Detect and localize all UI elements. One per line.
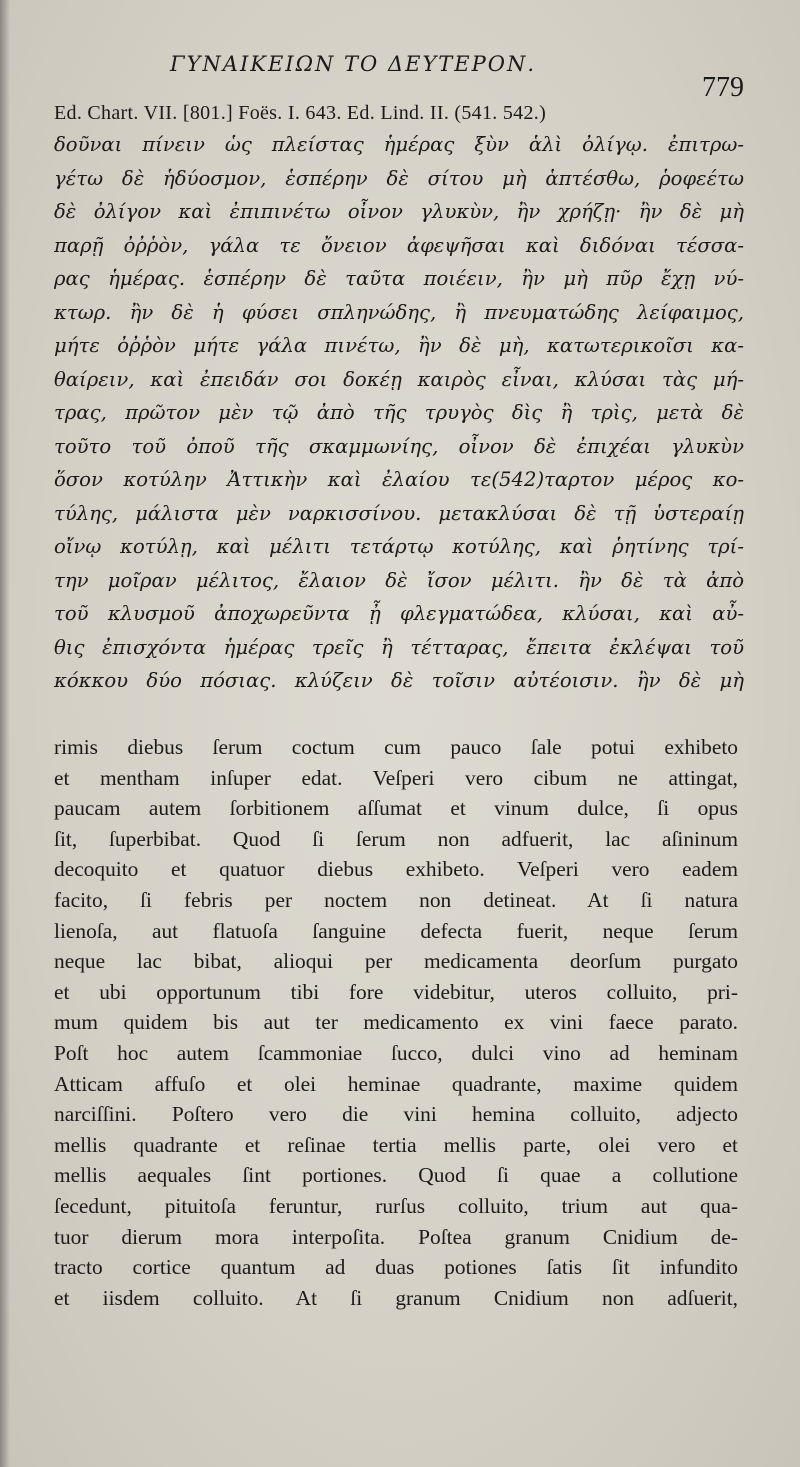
latin-line: narciſſini. Poſtero vero die vini hemina colluito, adjecto	[54, 1102, 738, 1127]
latin-line: Poſt hoc autem ſcammoniae ſucco, dulci vino ad heminam	[54, 1040, 738, 1065]
greek-line: ὅσον κοτύλην Ἀττικὴν καὶ ἐλαίου τε(542)ταρτον μέρος κο-	[54, 468, 744, 491]
latin-line: ſecedunt, pituitoſa feruntur, rurſus colluito, trium aut qua-	[54, 1193, 738, 1218]
greek-line: παρῇ ὀῤῥὸν, γάλα τε ὄνειον ἀφεψῆσαι καὶ διδόναι τέσσα-	[54, 233, 744, 257]
greek-line: κτωρ. ἢν δὲ ἡ φύσει σπληνώδης, ἢ πνευματώδης λείφαιμος,	[54, 300, 744, 324]
greek-line: δὲ ὀλίγον καὶ ἐπιπινέτω οἶνον γλυκὺν, ἢν χρήζῃ· ἢν δὲ μὴ	[54, 200, 744, 223]
greek-line: μήτε ὀῤῥὸν μήτε γάλα πινέτω, ἢν δὲ μὴ, κατωτερικοῖσι κα-	[54, 334, 744, 357]
latin-line: mellis aequales ſint portiones. Quod ſi quae a collutione	[54, 1163, 738, 1188]
page-number: 779	[702, 72, 744, 103]
latin-line: paucam autem ſorbitionem aſſumat et vinum dulce, ſi opus	[54, 796, 738, 821]
running-head: ΓΥΝΑΙΚΕΙΩΝ ΤΟ ΔΕΥΤΕΡΟΝ.	[170, 52, 537, 76]
latin-line: neque lac bibat, alioqui per medicamenta deorſum purgato	[54, 949, 738, 974]
greek-line: ρας ἡμέρας. ἑσπέρην δὲ ταῦτα ποιέειν, ἢν μὴ πῦρ ἔχῃ νύ-	[54, 267, 744, 290]
greek-line: θαίρειν, καὶ ἐπειδάν σοι δοκέῃ καιρὸς εἶναι, κλύσαι τὰς μή-	[54, 367, 744, 391]
latin-line: et ubi opportunum tibi fore videbitur, uteros colluito, pri-	[54, 979, 738, 1004]
greek-line: τοῦ κλυσμοῦ ἀποχωρεῦντα ᾖ φλεγματώδεα, κλύσαι, καὶ αὖ-	[54, 602, 744, 625]
latin-line: lienoſa, aut flatuoſa ſanguine defecta fuerit, neque ſerum	[54, 918, 738, 943]
latin-line: et iisdem colluito. At ſi granum Cnidium non adſuerit,	[54, 1285, 738, 1310]
latin-text-block	[54, 732, 738, 1313]
greek-line: τύλης, μάλιστα μὲν ναρκισσίνου. μετακλύσαι δὲ τῇ ὑστεραίῃ	[54, 501, 744, 525]
greek-line: τρας, πρῶτον μὲν τῷ ἀπὸ τῆς τρυγὸς δὶς ἢ τρὶς, μετὰ δὲ	[54, 401, 744, 424]
latin-line: mellis quadrante et reſinae tertia mellis parte, olei vero et	[54, 1132, 738, 1157]
latin-line: tuor dierum mora interpoſita. Poſtea granum Cnidium de-	[54, 1224, 738, 1249]
greek-line: τοῦτο τοῦ ὀποῦ τῆς σκαμμωνίης, οἶνον δὲ ἐπιχέαι γλυκὺν	[54, 434, 744, 458]
greek-line: θις ἐπισχόντα ἡμέρας τρεῖς ἢ τέτταρας, ἔπειτα ἐκλέψαι τοῦ	[54, 635, 744, 659]
latin-line: Atticam affuſo et olei heminae quadrante, maxime quidem	[54, 1071, 738, 1096]
spine-shadow	[0, 0, 10, 1467]
greek-line: γέτω δὲ ἡδύοσμον, ἑσπέρην δὲ σίτου μὴ ἁπτέσθω, ῥοφεέτω	[54, 166, 744, 190]
greek-line: οἴνῳ κοτύλῃ, καὶ μέλιτι τετάρτῳ κοτύλης, καὶ ῥητίνης τρί-	[54, 535, 744, 558]
greek-line: την μοῖραν μέλιτος, ἔλαιον δὲ ἴσον μέλιτι. ἢν δὲ τὰ ἀπὸ	[54, 568, 744, 592]
latin-line: mum quidem bis aut ter medicamento ex vini faece parato.	[54, 1010, 738, 1035]
latin-line: facito, ſi febris per noctem non detineat. At ſi natura	[54, 887, 738, 912]
latin-line: tracto cortice quantum ad duas potiones ſatis ſit infundito	[54, 1255, 738, 1280]
latin-line: ſit, ſuperbibat. Quod ſi ſerum non adfuerit, lac aſininum	[54, 826, 738, 851]
greek-line: δοῦναι πίνειν ὡς πλείστας ἡμέρας ξὺν ἁλὶ ὀλίγῳ. ἐπιτρω-	[54, 133, 744, 156]
greek-text-block	[54, 128, 744, 698]
latin-line: et mentham inſuper edat. Veſperi vero cibum ne attingat,	[54, 765, 738, 790]
edition-reference-line: Ed. Chart. VII. [801.] Foës. I. 643. Ed. Lind. II. (541. 542.)	[54, 102, 547, 124]
latin-line: rimis diebus ſerum coctum cum pauco ſale potui exhibeto	[54, 735, 738, 759]
greek-line: κόκκου δύο πόσιας. κλύζειν δὲ τοῖσιν αὐτέοισιν. ἢν δὲ μὴ	[54, 669, 744, 692]
latin-line: decoquito et quatuor diebus exhibeto. Veſperi vero eadem	[54, 857, 738, 882]
